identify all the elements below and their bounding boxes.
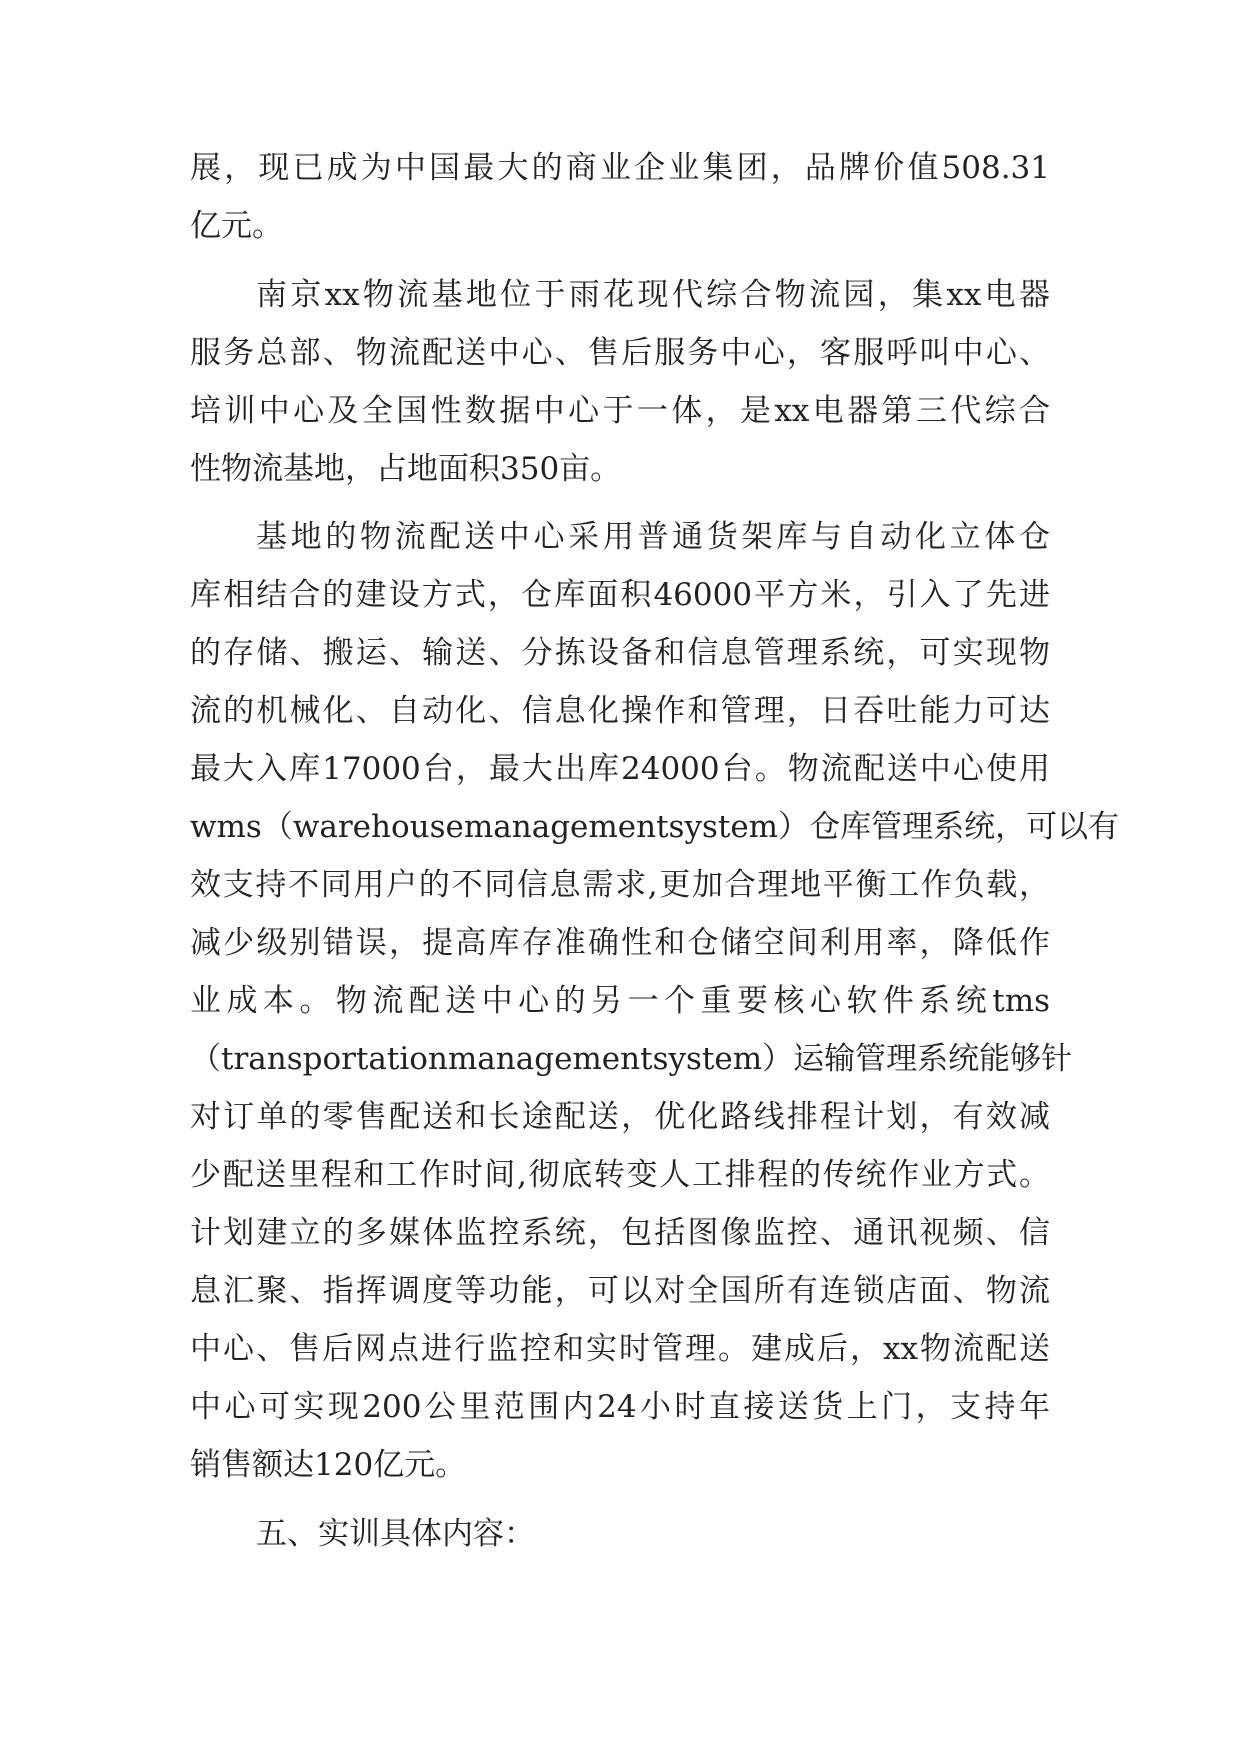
body-text-line: 最大入库17000台，最大出库24000台。物流配送中心使用 — [190, 751, 1050, 787]
body-text-line: 中心可实现200公里范围内24小时直接送货上门，支持年 — [190, 1389, 1050, 1425]
body-text-line: 效支持不同用户的不同信息需求,更加合理地平衡工作负载， — [190, 867, 1050, 903]
section-heading: 五、实训具体内容： — [256, 1516, 535, 1552]
body-text-line: 展，现已成为中国最大的商业企业集团，品牌价值508.31 — [190, 150, 1050, 186]
body-text-line: 业成本。物流配送中心的另一个重要核心软件系统tms — [190, 983, 1050, 1019]
body-text-line: 服务总部、物流配送中心、售后服务中心，客服呼叫中心、 — [190, 335, 1050, 371]
body-text-line: 销售额达120亿元。 — [190, 1447, 467, 1483]
body-text-line: 减少级别错误，提高库存准确性和仓储空间利用率，降低作 — [190, 925, 1050, 961]
body-text-line: 库相结合的建设方式，仓库面积46000平方米，引入了先进 — [190, 577, 1050, 613]
paragraph-first-line: 基地的物流配送中心采用普通货架库与自动化立体仓 — [256, 519, 1050, 555]
body-text-line: 培训中心及全国性数据中心于一体，是xx电器第三代综合 — [190, 393, 1050, 429]
body-text-line: 息汇聚、指挥调度等功能，可以对全国所有连锁店面、物流 — [190, 1273, 1050, 1309]
body-text-line: 少配送里程和工作时间,彻底转变人工排程的传统作业方式。 — [190, 1157, 1050, 1193]
body-text-line: 对订单的零售配送和长途配送，优化路线排程计划，有效减 — [190, 1099, 1050, 1135]
body-text-line: 的存储、搬运、输送、分拣设备和信息管理系统，可实现物 — [190, 635, 1050, 671]
body-text-line: 亿元。 — [190, 208, 283, 244]
paragraph-first-line: 南京xx物流基地位于雨花现代综合物流园，集xx电器 — [256, 277, 1050, 313]
body-text-line: 性物流基地，占地面积350亩。 — [190, 451, 622, 487]
body-text-line: （transportationmanagementsystem）运输管理系统能够针 — [190, 1041, 1073, 1077]
body-text-line: 流的机械化、自动化、信息化操作和管理，日吞吐能力可达 — [190, 693, 1050, 729]
body-text-line: wms（warehousemanagementsystem）仓库管理系统，可以有 — [190, 809, 1120, 845]
body-text-line: 计划建立的多媒体监控系统，包括图像监控、通讯视频、信 — [190, 1215, 1050, 1251]
body-text-line: 中心、售后网点进行监控和实时管理。建成后，xx物流配送 — [190, 1331, 1050, 1367]
